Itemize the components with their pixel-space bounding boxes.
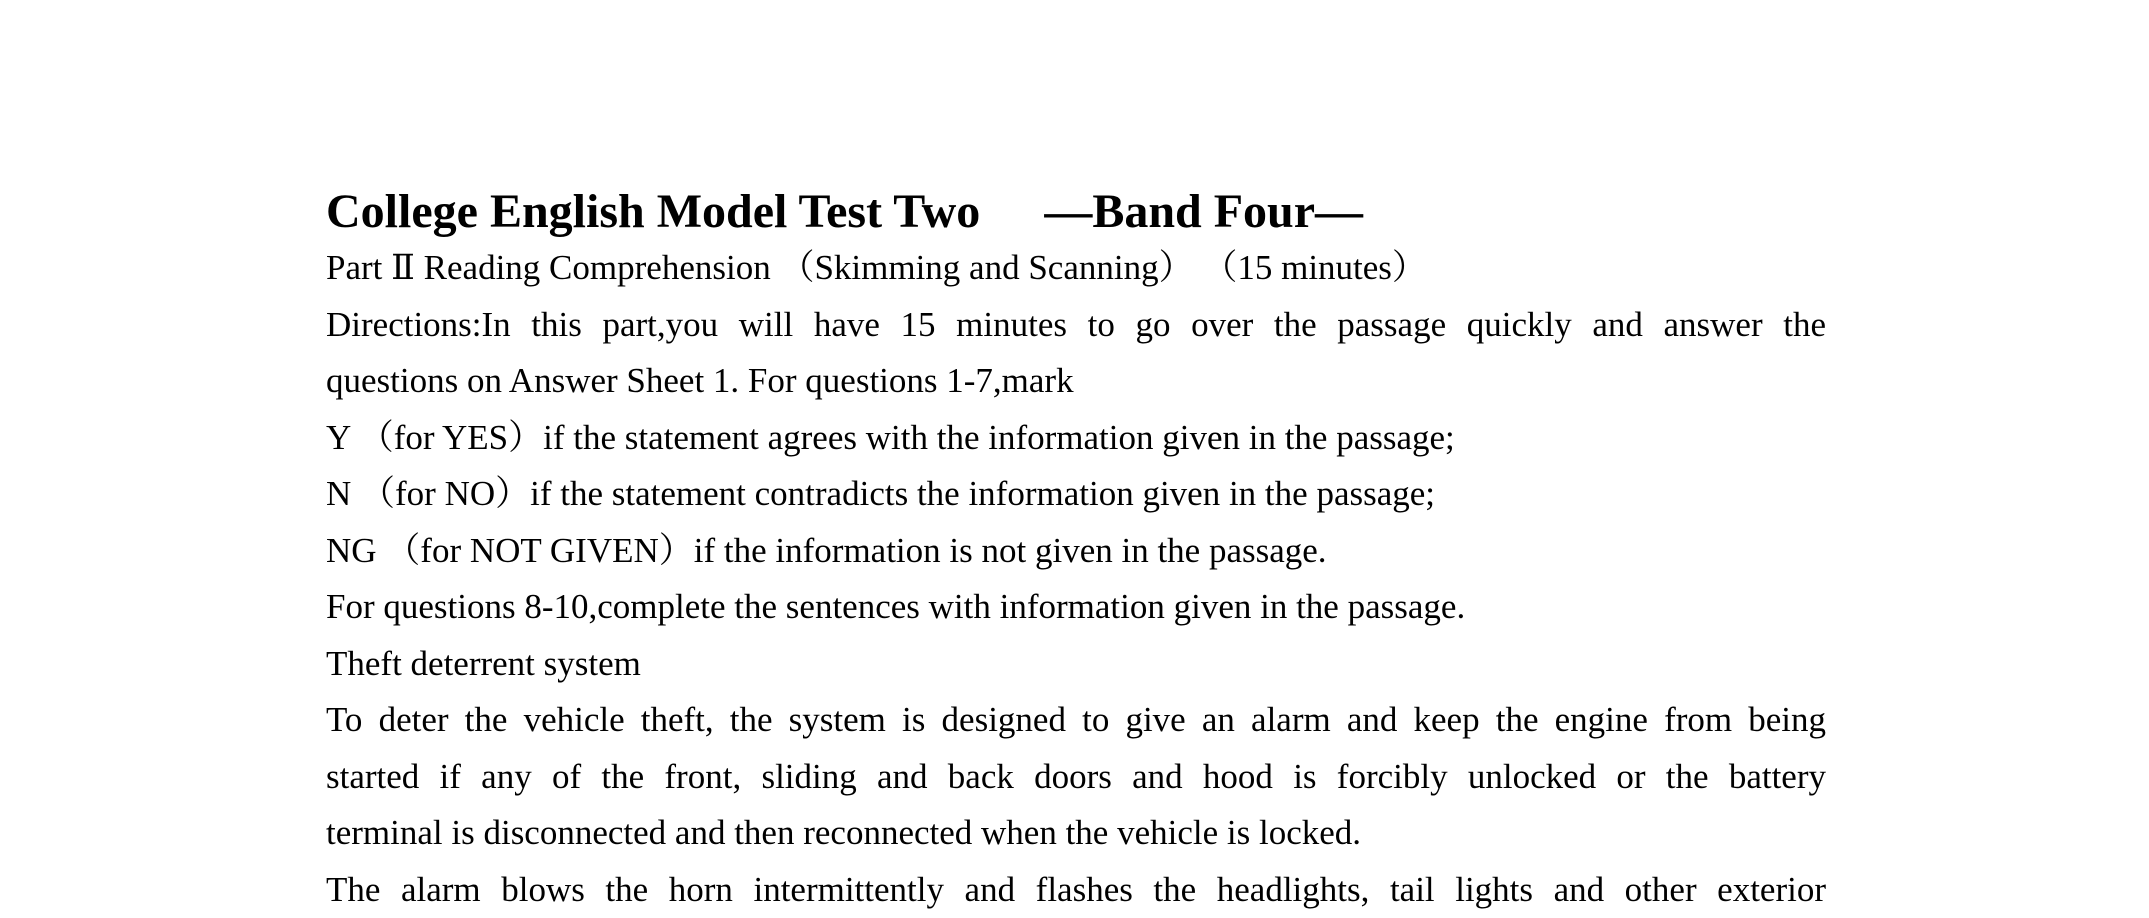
- directions-n-rule: N （for NO）if the statement contradicts the information given in the passage;: [326, 466, 1826, 523]
- part-heading: Part Ⅱ Reading Comprehension （Skimming and Scanning） （15 minutes）: [326, 240, 1826, 297]
- directions-line-2: questions on Answer Sheet 1. For questions 1-7,mark: [326, 353, 1826, 410]
- title-band: —Band Four—: [1044, 185, 1363, 238]
- directions-questions-8-10: For questions 8-10,complete the sentences with information given in the passage.: [326, 579, 1826, 636]
- directions-line-1: Directions:In this part,you will have 15 minutes to go over the passage quickly and answer the: [326, 297, 1826, 354]
- paragraph-1: [326, 692, 1826, 862]
- paragraph-1-line-1: To deter the vehicle theft, the system is designed to give an alarm and keep the engine from being: [326, 692, 1826, 749]
- passage-title: Theft deterrent system: [326, 636, 1826, 693]
- document-title: [326, 184, 1826, 240]
- directions-y-rule: Y （for YES）if the statement agrees with the information given in the passage;: [326, 410, 1826, 467]
- paragraph-1-line-2: started if any of the front, sliding and back doors and hood is forcibly unlocked or the battery: [326, 749, 1826, 806]
- directions-ng-rule: NG （for NOT GIVEN）if the information is not given in the passage.: [326, 523, 1826, 580]
- paragraph-2: [326, 862, 1826, 918]
- paragraph-1-line-3: terminal is disconnected and then reconnected when the vehicle is locked.: [326, 805, 1826, 862]
- title-main: College English Model Test Two: [326, 185, 980, 238]
- paragraph-2-line-1: The alarm blows the horn intermittently and flashes the headlights, tail lights and other exterior: [326, 862, 1826, 918]
- document-body: [326, 184, 1826, 918]
